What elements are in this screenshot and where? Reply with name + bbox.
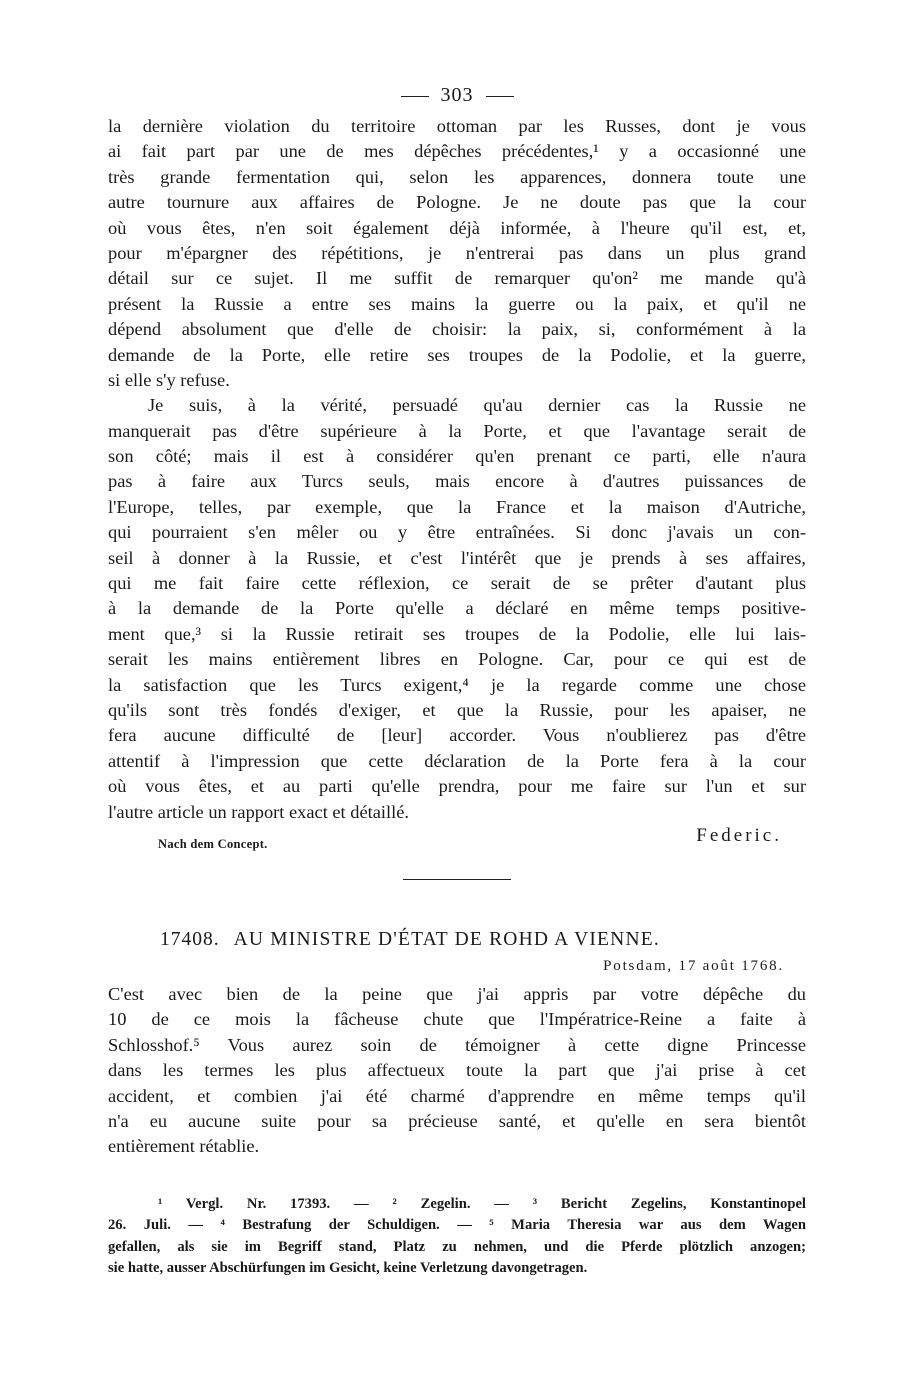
text-line: Schlosshof.⁵ Vous aurez soin de témoigner à cette digne Princesse: [108, 1034, 806, 1055]
text-line: pas à faire aux Turcs seuls, mais encore à d'autres puissances de: [108, 471, 806, 492]
text-line: détail sur ce sujet. Il me suffit de remarquer qu'on² me mande qu'à: [108, 268, 806, 289]
text-line: la dernière violation du territoire ottoman par les Russes, dont je vous: [108, 116, 806, 136]
text-line: à la demande de la Porte qu'elle a déclaré en même temps positive-: [108, 598, 806, 619]
letter-title: AU MINISTRE D'ÉTAT DE ROHD A VIENNE.: [233, 928, 660, 950]
letter-2-heading: [108, 926, 806, 954]
text-line: dans les termes les plus affectueux toute la part que j'ai prise à cet: [108, 1060, 806, 1081]
text-line: la satisfaction que les Turcs exigent,⁴ je la regarde comme une chose: [108, 674, 806, 695]
text-line: l'Europe, telles, par exemple, que la France et la maison d'Autriche,: [108, 496, 806, 517]
text-line: manquerait pas d'être supérieure à la Porte, et que l'avantage serait de: [108, 420, 806, 441]
footnote-line: ¹ Vergl. Nr. 17393. — ² Zegelin. — ³ Bericht Zegelins, Konstantinopel: [158, 1195, 806, 1212]
footnote-line: sie hatte, ausser Abschürfungen im Gesicht, keine Verletzung davongetragen.: [108, 1260, 588, 1277]
text-line: C'est avec bien de la peine que j'ai appris par votre dépêche du: [108, 983, 806, 1004]
text-line: 10 de ce mois la fâcheuse chute que l'Impératrice-Reine a faite à: [108, 1009, 806, 1030]
text-line: où vous êtes, n'en soit également déjà informée, à l'heure qu'il est, et,: [108, 217, 806, 238]
page-number-text: 303: [440, 84, 474, 106]
text-line: accident, et combien j'ai été charmé d'apprendre en même temps qu'il: [108, 1085, 806, 1106]
text-line: présent la Russie a entre ses mains la guerre ou la paix, et qu'il ne: [108, 293, 806, 314]
source-note: Nach dem Concept.: [158, 836, 268, 851]
text-line: qu'ils sont très fondés d'exiger, et que la Russie, pour les apaiser, ne: [108, 699, 806, 720]
signature-row: [108, 825, 806, 857]
text-line: si elle s'y refuse.: [108, 369, 230, 390]
section-divider: [403, 879, 511, 880]
text-line: Je suis, à la vérité, persuadé qu'au dernier cas la Russie ne: [148, 395, 806, 416]
text-line: l'autre article un rapport exact et détaillé.: [108, 801, 409, 822]
footnotes: [108, 1194, 806, 1280]
text-line: serait les mains entièrement libres en Pologne. Car, pour ce qui est de: [108, 649, 806, 670]
page-number-dash-left: [401, 96, 429, 97]
text-line: qui me fait faire cette réflexion, ce serait de se prêter d'autant plus: [108, 573, 806, 594]
text-line: pour m'épargner des répétitions, je n'entrerai pas dans un plus grand: [108, 242, 806, 263]
text-line: ai fait part par une de mes dépêches précédentes,¹ y a occasionné une: [108, 141, 806, 162]
signature: Federic.: [696, 824, 782, 846]
text-line: très grande fermentation qui, selon les apparences, donnera toute une: [108, 166, 806, 187]
footnote-line: gefallen, als sie im Begriff stand, Platz zu nehmen, und die Pferde plötzlich anzogen;: [108, 1238, 806, 1255]
text-line: dépend absolument que d'elle de choisir: la paix, si, conformément à la: [108, 319, 806, 340]
page-number: [108, 84, 806, 114]
text-line: n'a eu aucune suite pour sa précieuse santé, et qu'elle en sera bientôt: [108, 1110, 806, 1131]
text-line: qui pourraient s'en mêler ou y être entraînées. Si donc j'avais un con-: [108, 522, 806, 543]
text-line: où vous êtes, et au parti qu'elle prendra, pour me faire sur l'un et sur: [108, 776, 806, 797]
text-line: autre tournure aux affaires de Pologne. Je ne doute pas que la cour: [108, 192, 806, 213]
footnote-line: 26. Juli. — ⁴ Bestrafung der Schuldigen. — ⁵ Maria Theresia war aus dem Wagen: [108, 1217, 806, 1234]
text-line: entièrement rétablie.: [108, 1136, 260, 1157]
text-line: fera aucune difficulté de [leur] accorder. Vous n'oublierez pas d'être: [108, 725, 806, 746]
page-number-dash-right: [486, 96, 514, 97]
text-line: attentif à l'impression que cette déclaration de la Porte fera à la cour: [108, 750, 806, 771]
text-line: son côté; mais il est à considérer qu'en prenant ce parti, elle n'aura: [108, 446, 806, 467]
text-line: seil à donner à la Russie, et c'est l'intérêt que je prends à ses affaires,: [108, 547, 806, 568]
text-line: demande de la Porte, elle retire ses troupes de la Podolie, et la guerre,: [108, 344, 806, 365]
text-line: ment que,³ si la Russie retirait ses troupes de la Podolie, elle lui lais-: [108, 623, 806, 644]
letter-1-body: [108, 114, 806, 825]
letter-2-body: [108, 982, 806, 1160]
dateline: Potsdam, 17 août 1768.: [603, 957, 784, 974]
document-page: [108, 84, 806, 1280]
letter-number: 17408.: [160, 928, 220, 950]
